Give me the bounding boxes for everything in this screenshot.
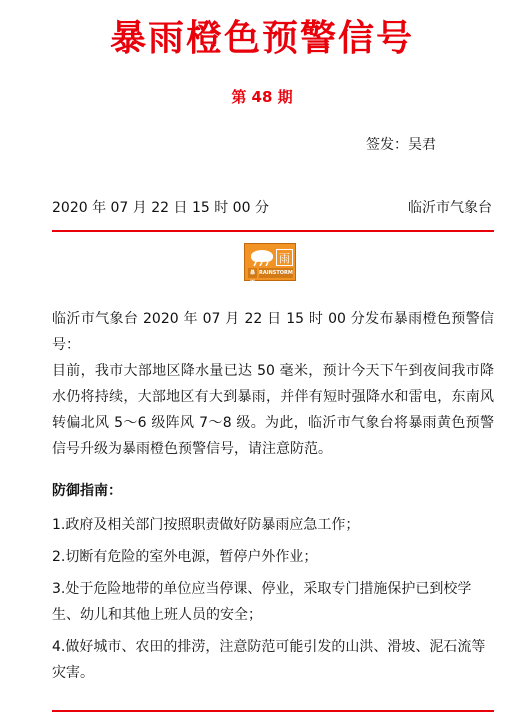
warning-body	[52, 306, 494, 462]
warning-paragraph: 目前，我市大部地区降水量已达 50 毫米，预计今天下午到夜间我市降水仍将持续，大部地区有大到暴雨，并伴有短时强降水和雷电，东南风转偏北风 5～6 级阵风 7～8 级。为此，临沂市气象台将暴雨黄色预警信号升级为暴雨橙色预警信号，请注意防范。	[52, 363, 494, 457]
issue-number: 第 48 期	[231, 88, 293, 106]
issue-date: 2020 年 07 月 22 日 15 时 00 分	[52, 200, 269, 216]
guide-item: 1.政府及相关部门按照职责做好防暴雨应急工作；	[52, 517, 360, 533]
guide-item: 2.切断有危险的室外电源，暂停户外作业；	[52, 549, 318, 565]
signer: 签发：吴君	[366, 137, 436, 153]
signal-label-en: RAINSTORM	[259, 270, 293, 276]
agency-name: 临沂市气象台	[408, 200, 492, 216]
guide-list	[52, 512, 494, 692]
signal-char: 雨	[276, 249, 293, 266]
page-title: 暴雨橙色预警信号	[109, 18, 414, 59]
guide-item: 4.做好城市、农田的排涝，注意防范可能引发的山洪、滑坡、泥石流等灾害。	[52, 639, 486, 681]
top-divider	[52, 230, 494, 232]
signal-label	[248, 268, 293, 306]
guide-item: 3.处于危险地带的单位应当停课、停业，采取专门措施保护已到校学生、幼儿和其他上班人员的安全；	[52, 581, 472, 623]
signal-label-cn: 暴雨橙色	[250, 270, 256, 306]
bottom-divider	[52, 710, 494, 712]
guide-heading: 防御指南：	[52, 483, 122, 499]
warning-intro: 临沂市气象台 2020 年 07 月 22 日 15 时 00 分发布暴雨橙色预警信号：	[52, 311, 494, 353]
rainstorm-orange-icon	[244, 243, 296, 306]
dateline	[52, 197, 492, 217]
cloud-rain-icon	[249, 248, 275, 266]
